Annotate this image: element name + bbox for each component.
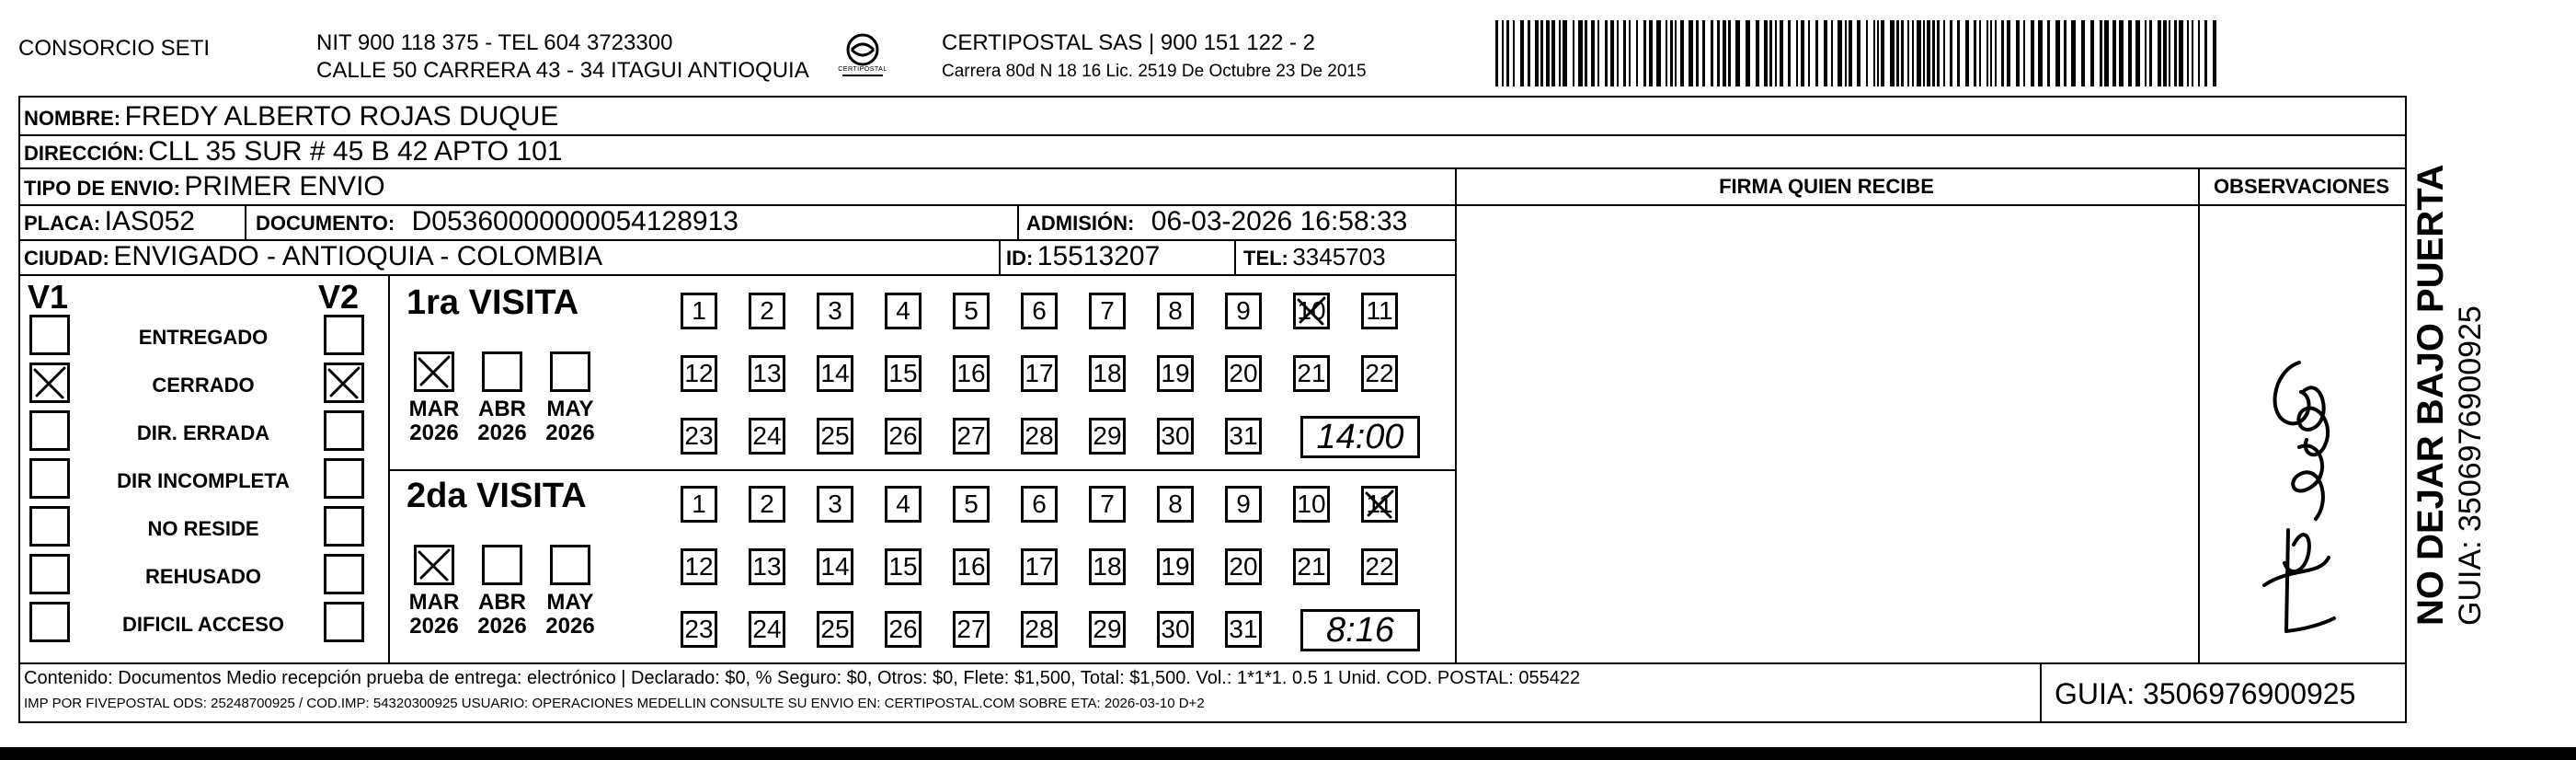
barcode-bar bbox=[1528, 20, 1530, 86]
day-box[interactable]: 22 bbox=[1361, 548, 1398, 585]
tipo-envio-value: PRIMER ENVIO bbox=[184, 171, 385, 202]
day-box[interactable]: 10 bbox=[1293, 486, 1330, 523]
day-box[interactable]: 17 bbox=[1021, 548, 1058, 585]
barcode-bar bbox=[1974, 20, 1976, 86]
barcode-bar bbox=[2081, 20, 2085, 86]
day-box[interactable]: 26 bbox=[885, 418, 922, 455]
day-box[interactable]: 6 bbox=[1021, 486, 1058, 523]
day-box[interactable]: 28 bbox=[1021, 418, 1058, 455]
tipo-envio-label: TIPO DE ENVIO: bbox=[24, 177, 180, 200]
barcode-bar bbox=[1912, 20, 1914, 86]
barcode-bar bbox=[1563, 20, 1567, 86]
direccion-label: DIRECCIÓN: bbox=[24, 142, 144, 165]
day-box[interactable]: 17 bbox=[1021, 355, 1058, 392]
nombre-value: FREDY ALBERTO ROJAS DUQUE bbox=[124, 101, 559, 132]
day-box[interactable]: 31 bbox=[1225, 611, 1262, 648]
day-box[interactable]: 13 bbox=[749, 548, 785, 585]
barcode-bar bbox=[1578, 20, 1583, 86]
day-box[interactable]: 3 bbox=[817, 486, 853, 523]
barcode-bar bbox=[1801, 20, 1804, 86]
barcode-bar bbox=[1540, 20, 1543, 86]
barcode-bar bbox=[1746, 20, 1750, 86]
barcode-bar bbox=[1585, 20, 1587, 86]
barcode-bar bbox=[1702, 20, 1705, 86]
barcode-bar bbox=[1788, 20, 1791, 86]
day-box[interactable]: 15 bbox=[885, 548, 922, 585]
month-year: 2026 bbox=[409, 614, 459, 639]
visit-2-title: 2da VISITA bbox=[406, 477, 587, 515]
barcode-bar bbox=[2112, 20, 2116, 86]
barcode-bar bbox=[1831, 20, 1833, 86]
status-label: REHUSADO bbox=[145, 565, 261, 588]
barcode-bar bbox=[1629, 20, 1631, 86]
month-name: ABR bbox=[478, 590, 526, 615]
id-value: 15513207 bbox=[1036, 241, 1161, 271]
admision-field bbox=[1026, 206, 1407, 242]
barcode-bar bbox=[1815, 20, 1818, 86]
barcode-bar bbox=[1857, 20, 1860, 86]
barcode-bar bbox=[1717, 20, 1720, 86]
barcode-bar bbox=[1617, 20, 1619, 86]
day-box[interactable]: 10 bbox=[1293, 293, 1330, 329]
barcode-bar bbox=[1901, 20, 1904, 86]
barcode-bar bbox=[1769, 20, 1772, 86]
day-box[interactable]: 5 bbox=[953, 486, 990, 523]
day-box[interactable]: 30 bbox=[1157, 611, 1194, 648]
certipostal-logo bbox=[826, 28, 899, 83]
delivery-form bbox=[18, 96, 2407, 723]
barcode-bar bbox=[1950, 20, 1952, 86]
month-label bbox=[475, 591, 530, 639]
barcode-bar bbox=[2204, 20, 2207, 86]
day-box[interactable]: 7 bbox=[1089, 293, 1126, 329]
barcode-bar bbox=[1728, 20, 1731, 86]
day-box[interactable]: 2 bbox=[749, 293, 785, 329]
barcode-bar bbox=[2169, 20, 2170, 86]
placa-label: PLACA: bbox=[24, 212, 101, 235]
barcode-bar bbox=[1723, 20, 1726, 86]
barcode-bar bbox=[2128, 20, 2132, 86]
barcode-bar bbox=[1932, 20, 1935, 86]
barcode-bar bbox=[1559, 20, 1561, 86]
v1-header: V1 bbox=[28, 278, 69, 316]
barcode-bar bbox=[2031, 20, 2034, 86]
time-box[interactable]: 8:16 bbox=[1300, 609, 1420, 651]
day-box[interactable]: 12 bbox=[681, 355, 717, 392]
v2-checkbox[interactable] bbox=[324, 363, 364, 403]
barcode-bar bbox=[1838, 20, 1842, 86]
month-checkbox[interactable] bbox=[482, 351, 522, 392]
month-year: 2026 bbox=[545, 614, 595, 639]
day-box[interactable]: 12 bbox=[681, 548, 717, 585]
barcode-bar bbox=[2064, 20, 2067, 86]
v1-checkbox[interactable] bbox=[29, 506, 70, 547]
day-box[interactable]: 20 bbox=[1225, 355, 1262, 392]
barcode-bar bbox=[1591, 20, 1595, 86]
time-box[interactable]: 14:00 bbox=[1300, 416, 1420, 458]
barcode-bar bbox=[2016, 20, 2020, 86]
month-label bbox=[475, 397, 530, 445]
barcode-bar bbox=[1513, 20, 1515, 86]
placa-field bbox=[24, 206, 195, 242]
barcode-bar bbox=[1943, 20, 1945, 86]
v2-checkbox[interactable] bbox=[324, 458, 364, 499]
month-checkbox[interactable] bbox=[550, 351, 590, 392]
barcode-bar bbox=[2198, 20, 2200, 86]
month-label bbox=[543, 591, 598, 639]
barcode-bar bbox=[1675, 20, 1677, 86]
observaciones-header: OBSERVACIONES bbox=[2213, 175, 2390, 198]
month-name: MAY bbox=[546, 397, 594, 421]
barcode-bar bbox=[1546, 20, 1550, 86]
barcode-bar bbox=[1643, 20, 1646, 86]
bottom-border bbox=[0, 747, 2576, 760]
barcode-bar bbox=[1535, 20, 1539, 86]
signature-mark bbox=[2209, 254, 2393, 640]
ciudad-label: CIUDAD: bbox=[24, 247, 109, 270]
day-box[interactable]: 5 bbox=[953, 293, 990, 329]
ciudad-field bbox=[24, 241, 602, 277]
barcode-bar bbox=[1824, 20, 1827, 86]
v2-checkbox[interactable] bbox=[324, 602, 364, 642]
v1-checkbox[interactable] bbox=[29, 363, 70, 403]
day-box[interactable]: 21 bbox=[1293, 355, 1330, 392]
barcode-bar bbox=[1877, 20, 1879, 86]
barcode-bar bbox=[1764, 20, 1768, 86]
day-box[interactable]: 8 bbox=[1157, 486, 1194, 523]
barcode-bar bbox=[1873, 20, 1875, 86]
barcode-bar bbox=[2213, 20, 2216, 86]
barcode-bar bbox=[2163, 20, 2167, 86]
barcode-bar bbox=[1623, 20, 1626, 86]
barcode-bar bbox=[1780, 20, 1783, 86]
day-box[interactable]: 1 bbox=[681, 486, 717, 523]
day-box[interactable]: 19 bbox=[1157, 355, 1194, 392]
barcode-bar bbox=[2090, 20, 2094, 86]
footer-guia: GUIA: 3506976900925 bbox=[2055, 677, 2356, 710]
nit-line: NIT 900 118 375 - TEL 604 3723300 bbox=[316, 30, 673, 55]
day-box[interactable]: 31 bbox=[1225, 418, 1262, 455]
day-box[interactable]: 18 bbox=[1089, 355, 1126, 392]
side-warning: NO DEJAR BAJO PUERTA bbox=[2410, 164, 2451, 626]
day-box[interactable]: 30 bbox=[1157, 418, 1194, 455]
barcode-bar bbox=[2100, 20, 2102, 86]
barcode-bar bbox=[1917, 20, 1921, 86]
barcode-bar bbox=[2119, 20, 2124, 86]
day-box[interactable]: 16 bbox=[953, 355, 990, 392]
month-name: MAR bbox=[408, 590, 460, 615]
barcode-bar bbox=[2038, 20, 2043, 86]
admision-label: ADMISIÓN: bbox=[1026, 212, 1135, 235]
barcode-bar bbox=[1796, 20, 1798, 86]
barcode-bar bbox=[1605, 20, 1608, 86]
barcode-bar bbox=[1573, 20, 1574, 86]
tel-value: 3345703 bbox=[1292, 243, 1386, 271]
barcode-bar bbox=[2055, 20, 2060, 86]
nombre-label: NOMBRE: bbox=[24, 107, 121, 130]
tipo-envio-row bbox=[24, 171, 385, 207]
day-box[interactable]: 14 bbox=[817, 355, 853, 392]
barcode-bar bbox=[2145, 20, 2147, 86]
placa-value: IAS052 bbox=[104, 206, 195, 236]
barcode-bar bbox=[1866, 20, 1868, 86]
month-label bbox=[406, 591, 462, 639]
documento-field bbox=[256, 206, 738, 242]
barcode-bar bbox=[1502, 20, 1504, 86]
v1-checkbox[interactable] bbox=[29, 554, 70, 594]
v1-checkbox[interactable] bbox=[29, 315, 70, 355]
barcode-bar bbox=[1610, 20, 1614, 86]
barcode-bar bbox=[2174, 20, 2177, 86]
firma-header: FIRMA QUIEN RECIBE bbox=[1719, 175, 1934, 198]
status-label: DIFICIL ACCESO bbox=[121, 613, 284, 636]
day-box[interactable]: 22 bbox=[1361, 355, 1398, 392]
month-name: MAR bbox=[408, 397, 460, 421]
day-box[interactable]: 15 bbox=[885, 355, 922, 392]
v2-header: V2 bbox=[318, 278, 360, 316]
month-year: 2026 bbox=[545, 420, 595, 445]
v2-checkbox[interactable] bbox=[324, 315, 364, 355]
barcode-bar bbox=[1506, 20, 1509, 86]
barcode-bar bbox=[1670, 20, 1673, 86]
barcode-bar bbox=[1907, 20, 1909, 86]
day-box[interactable]: 28 bbox=[1021, 611, 1058, 648]
day-box[interactable]: 8 bbox=[1157, 293, 1194, 329]
barcode-bar bbox=[2149, 20, 2152, 86]
side-guia: GUIA: 3506976900925 bbox=[2453, 305, 2488, 626]
logo-text: CERTIPOSTAL bbox=[838, 66, 887, 73]
day-box[interactable]: 6 bbox=[1021, 293, 1058, 329]
v1-checkbox[interactable] bbox=[29, 410, 70, 451]
month-year: 2026 bbox=[477, 614, 527, 639]
barcode-bar bbox=[1649, 20, 1653, 86]
barcode-bar bbox=[1937, 20, 1940, 86]
barcode-bar bbox=[1680, 20, 1684, 86]
day-box[interactable]: 29 bbox=[1089, 418, 1126, 455]
barcode-bar bbox=[1775, 20, 1777, 86]
direccion-value: CLL 35 SUR # 45 B 42 APTO 101 bbox=[148, 136, 563, 167]
barcode-bar bbox=[1957, 20, 1960, 86]
month-name: ABR bbox=[478, 397, 526, 421]
ciudad-value: ENVIGADO - ANTIOQUIA - COLOMBIA bbox=[113, 241, 603, 271]
v2-checkbox[interactable] bbox=[324, 554, 364, 594]
barcode-bar bbox=[1990, 20, 1992, 86]
barcode-bar bbox=[1995, 20, 1997, 86]
barcode-bar bbox=[1551, 20, 1555, 86]
barcode-bar bbox=[1597, 20, 1599, 86]
documento-value: D05360000000054128913 bbox=[411, 206, 738, 236]
barcode-bar bbox=[1808, 20, 1810, 86]
barcode-bar bbox=[1986, 20, 1988, 86]
status-label: ENTREGADO bbox=[138, 326, 269, 349]
month-label bbox=[406, 397, 462, 445]
day-box[interactable]: 24 bbox=[749, 418, 785, 455]
barcode-bar bbox=[1965, 20, 1969, 86]
status-label: DIR INCOMPLETA bbox=[117, 469, 290, 492]
barcode-bar bbox=[2071, 20, 2076, 86]
footer-content-line: Contenido: Documentos Medio recepción prueba de entrega: electrónico | Declarado: $0, % Seguro: $0, Otros: $0, Flete: $1,500, Total: $1,500. Vol.: 1*1*1. 0.5 1 Unid. COD. POSTAL: 055422 bbox=[24, 668, 1581, 688]
v1-checkbox[interactable] bbox=[29, 458, 70, 499]
barcode-bar bbox=[1849, 20, 1852, 86]
month-name: MAY bbox=[546, 590, 594, 615]
day-box[interactable]: 23 bbox=[681, 611, 717, 648]
barcode-bar bbox=[2192, 20, 2193, 86]
barcode-bar bbox=[1520, 20, 1524, 86]
month-checkbox[interactable] bbox=[414, 351, 454, 392]
barcode-bar bbox=[2135, 20, 2140, 86]
company-name: CONSORCIO SETI bbox=[18, 36, 211, 61]
day-box[interactable]: 23 bbox=[681, 418, 717, 455]
barcode-bar bbox=[1927, 20, 1930, 86]
day-box[interactable]: 27 bbox=[953, 418, 990, 455]
day-box[interactable]: 25 bbox=[817, 418, 853, 455]
barcode-icon bbox=[1495, 20, 2222, 86]
tel-label: TEL: bbox=[1243, 247, 1288, 270]
nombre-row bbox=[24, 101, 558, 137]
day-box[interactable]: 9 bbox=[1225, 486, 1262, 523]
barcode-bar bbox=[1636, 20, 1638, 86]
barcode-bar bbox=[1696, 20, 1699, 86]
admision-value: 06-03-2026 16:58:33 bbox=[1151, 206, 1408, 236]
day-box[interactable]: 13 bbox=[749, 355, 785, 392]
side-vertical-text bbox=[2410, 110, 2489, 626]
day-box[interactable]: 2 bbox=[749, 486, 785, 523]
footer-print-line: IMP POR FIVEPOSTAL ODS: 25248700925 / COD.IMP: 54320300925 USUARIO: OPERACIONES MEDELLIN CONSULTE SU ENVIO EN: CERTIPOSTAL.COM SOBRE ETA: 2026-03-10 D+2 bbox=[24, 696, 1205, 711]
day-box[interactable]: 11 bbox=[1361, 293, 1398, 329]
barcode-bar bbox=[2023, 20, 2025, 86]
id-label: ID: bbox=[1006, 247, 1034, 270]
day-box[interactable]: 18 bbox=[1089, 548, 1126, 585]
barcode-bar bbox=[2179, 20, 2183, 86]
day-box[interactable]: 29 bbox=[1089, 611, 1126, 648]
month-checkbox[interactable] bbox=[414, 545, 454, 585]
day-box[interactable]: 16 bbox=[953, 548, 990, 585]
barcode-bar bbox=[1756, 20, 1759, 86]
day-box[interactable]: 21 bbox=[1293, 548, 1330, 585]
day-box[interactable]: 9 bbox=[1225, 293, 1262, 329]
certipostal-line: CERTIPOSTAL SAS | 900 151 122 - 2 bbox=[942, 30, 1315, 55]
license-line: Carrera 80d N 18 16 Lic. 2519 De Octubre 23 De 2015 bbox=[942, 62, 1367, 81]
day-box[interactable]: 7 bbox=[1089, 486, 1126, 523]
day-box[interactable]: 25 bbox=[817, 611, 853, 648]
status-label: DIR. ERRADA bbox=[136, 421, 270, 444]
day-box[interactable]: 4 bbox=[885, 486, 922, 523]
barcode-bar bbox=[2158, 20, 2161, 86]
barcode-bar bbox=[1923, 20, 1925, 86]
day-box[interactable]: 3 bbox=[817, 293, 853, 329]
day-box[interactable]: 1 bbox=[681, 293, 717, 329]
day-box[interactable]: 26 bbox=[885, 611, 922, 648]
day-box[interactable]: 14 bbox=[817, 548, 853, 585]
visit-1-title: 1ra VISITA bbox=[406, 283, 579, 322]
day-box[interactable]: 24 bbox=[749, 611, 785, 648]
direccion-row bbox=[24, 136, 563, 172]
v2-checkbox[interactable] bbox=[324, 506, 364, 547]
barcode-bar bbox=[1666, 20, 1667, 86]
barcode-bar bbox=[1689, 20, 1693, 86]
barcode-bar bbox=[1735, 20, 1740, 86]
status-label: NO RESIDE bbox=[147, 517, 259, 540]
id-field bbox=[1006, 241, 1160, 277]
barcode-bar bbox=[2047, 20, 2050, 86]
barcode-bar bbox=[1656, 20, 1661, 86]
address-line: CALLE 50 CARRERA 43 - 34 ITAGUI ANTIOQUIA bbox=[316, 58, 809, 83]
barcode-bar bbox=[1495, 20, 1498, 86]
month-checkbox[interactable] bbox=[482, 545, 522, 585]
v1-checkbox[interactable] bbox=[29, 602, 70, 642]
day-box[interactable]: 11 bbox=[1361, 486, 1398, 523]
barcode-bar bbox=[2007, 20, 2010, 86]
month-label bbox=[543, 397, 598, 445]
day-box[interactable]: 19 bbox=[1157, 548, 1194, 585]
barcode-bar bbox=[2001, 20, 2004, 86]
barcode-bar bbox=[1881, 20, 1884, 86]
tel-field bbox=[1243, 241, 1386, 277]
barcode-bar bbox=[1896, 20, 1899, 86]
documento-label: DOCUMENTO: bbox=[256, 212, 395, 235]
month-year: 2026 bbox=[477, 420, 527, 445]
v2-checkbox[interactable] bbox=[324, 410, 364, 451]
certipostal-logo-icon bbox=[826, 28, 899, 83]
day-box[interactable]: 20 bbox=[1225, 548, 1262, 585]
barcode-bar bbox=[1890, 20, 1895, 86]
status-label: CERRADO bbox=[152, 374, 255, 397]
barcode-bar bbox=[1979, 20, 1981, 86]
barcode-bar bbox=[2104, 20, 2109, 86]
barcode-bar bbox=[2187, 20, 2189, 86]
month-year: 2026 bbox=[409, 420, 459, 445]
day-box[interactable]: 4 bbox=[885, 293, 922, 329]
day-box[interactable]: 27 bbox=[953, 611, 990, 648]
month-checkbox[interactable] bbox=[550, 545, 590, 585]
barcode-bar bbox=[1845, 20, 1847, 86]
barcode-bar bbox=[1711, 20, 1713, 86]
